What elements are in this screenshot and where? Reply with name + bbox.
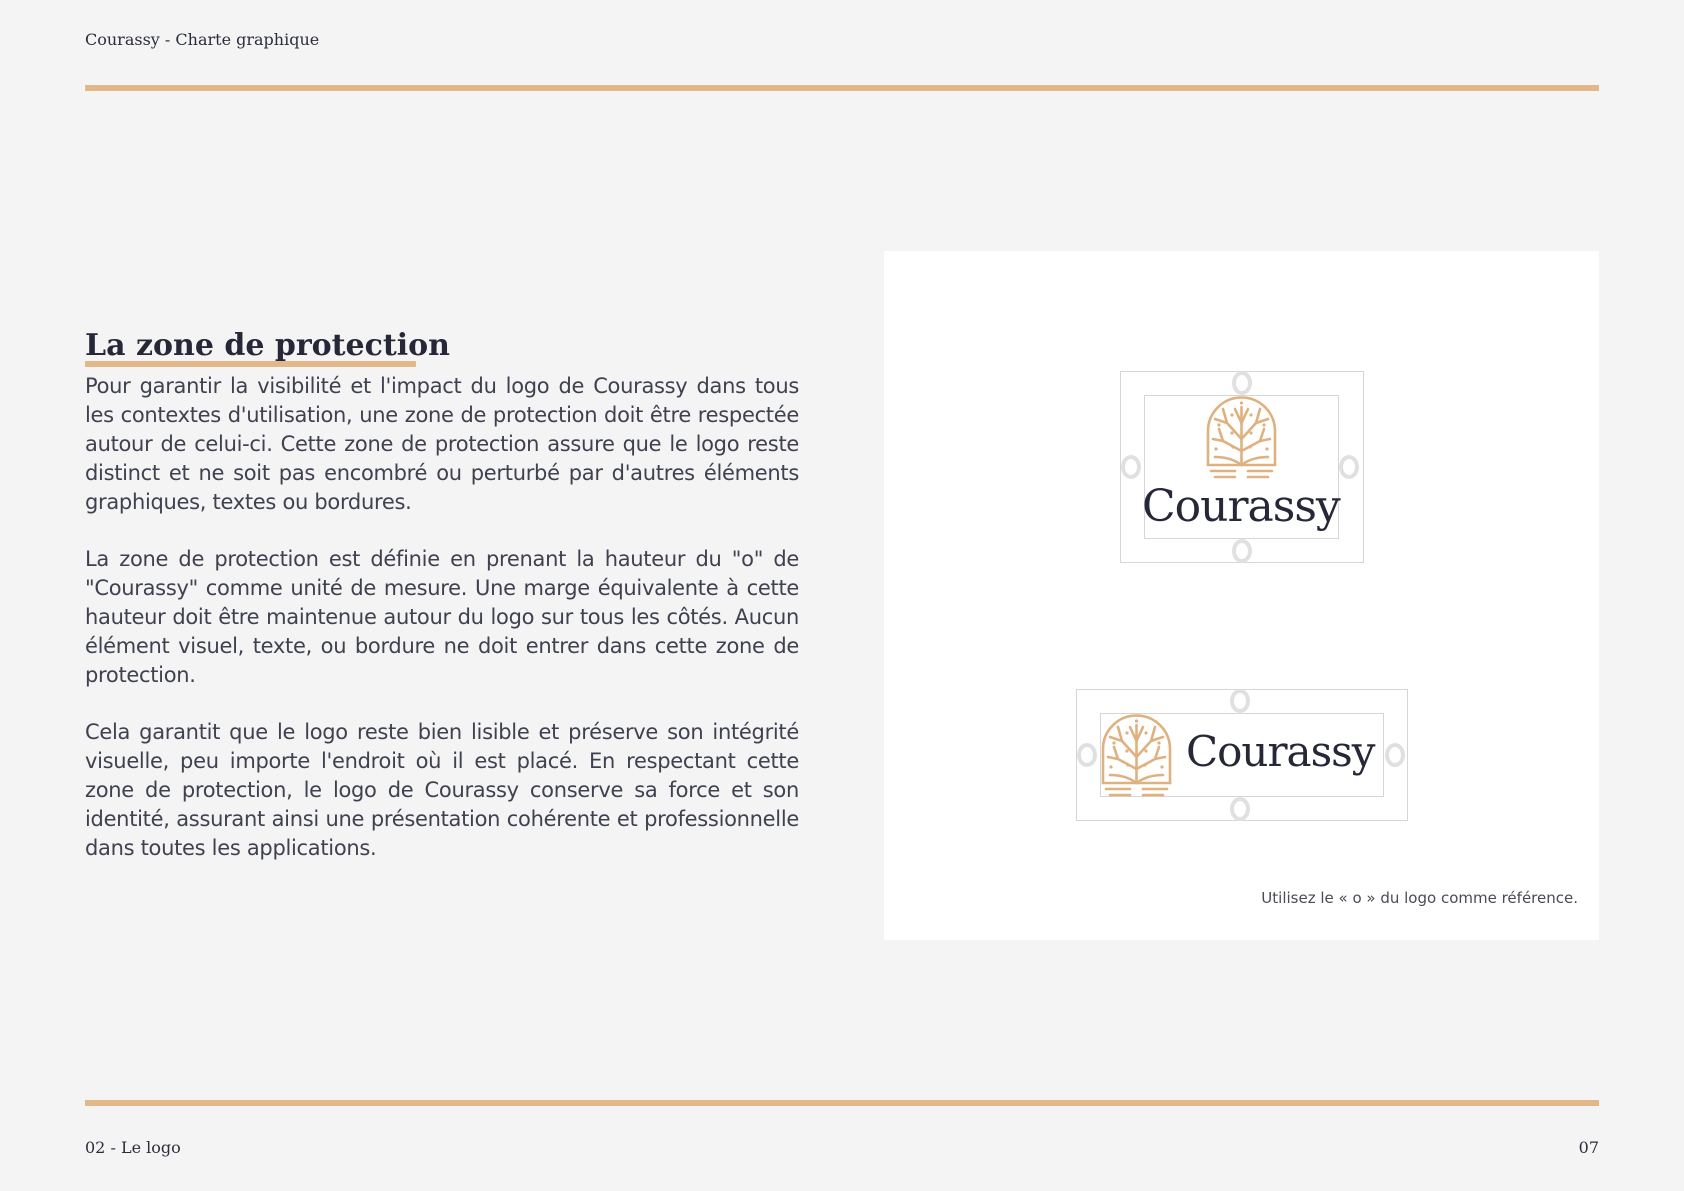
tree-arch-icon [1205,395,1278,479]
logo-vertical [1120,371,1364,563]
paragraph-3: Cela garantit que le logo reste bien lisible et préserve son intégrité visuelle, peu importe l'endroit où il est placé. En respectant cette zone de protection, le logo de Courassy conserve sa force et son identité, assurant ainsi une présentation cohérente et professionnelle dans toutes les applications. [85,720,799,860]
wordmark-horizontal: Courassy [1186,727,1375,776]
wordmark-vertical: Courassy [1142,481,1340,532]
tree-arch-icon [1100,713,1173,797]
paragraph-2: La zone de protection est définie en prenant la hauteur du "o" de "Courassy" comme unité de mesure. Une marge équivalente à cette hauteur doit être maintenue autour du logo sur tous les côtés. Aucun élément visuel, texte, ou bordure ne doit entrer dans cette zone de protection. [85,547,799,687]
paragraph-1: Pour garantir la visibilité et l'impact du logo de Courassy dans tous les contextes d'utilisation, une zone de protection doit être respectée autour de celui-ci. Cette zone de protection assure que le logo reste distinct et ne soit pas encombré ou perturbé par d'autres éléments graphiques, textes ou bordures. [85,374,799,514]
section-body [85,372,799,891]
section-title [85,326,450,366]
section-title-text: La zone de protection [85,328,450,363]
zone-o-marker-top-horizontal [1230,689,1250,713]
zone-o-marker-bottom [1232,539,1252,563]
logo-panel [884,251,1599,940]
header-rule [85,85,1599,91]
document-title: Courassy - Charte graphique [85,30,320,49]
zone-o-marker-left [1121,455,1141,479]
zone-o-marker-bottom-horizontal [1230,797,1250,821]
logo-horizontal [1076,689,1408,821]
zone-o-marker-right-horizontal [1385,743,1405,767]
reference-caption: Utilisez le « o » du logo comme référence. [1261,889,1578,907]
footer-rule [85,1100,1599,1106]
zone-o-marker-left-horizontal [1077,743,1097,767]
page-number: 07 [1578,1138,1599,1157]
footer-section-label: 02 - Le logo [85,1138,181,1157]
zone-o-marker-right [1339,455,1359,479]
zone-o-marker-top [1232,371,1252,395]
